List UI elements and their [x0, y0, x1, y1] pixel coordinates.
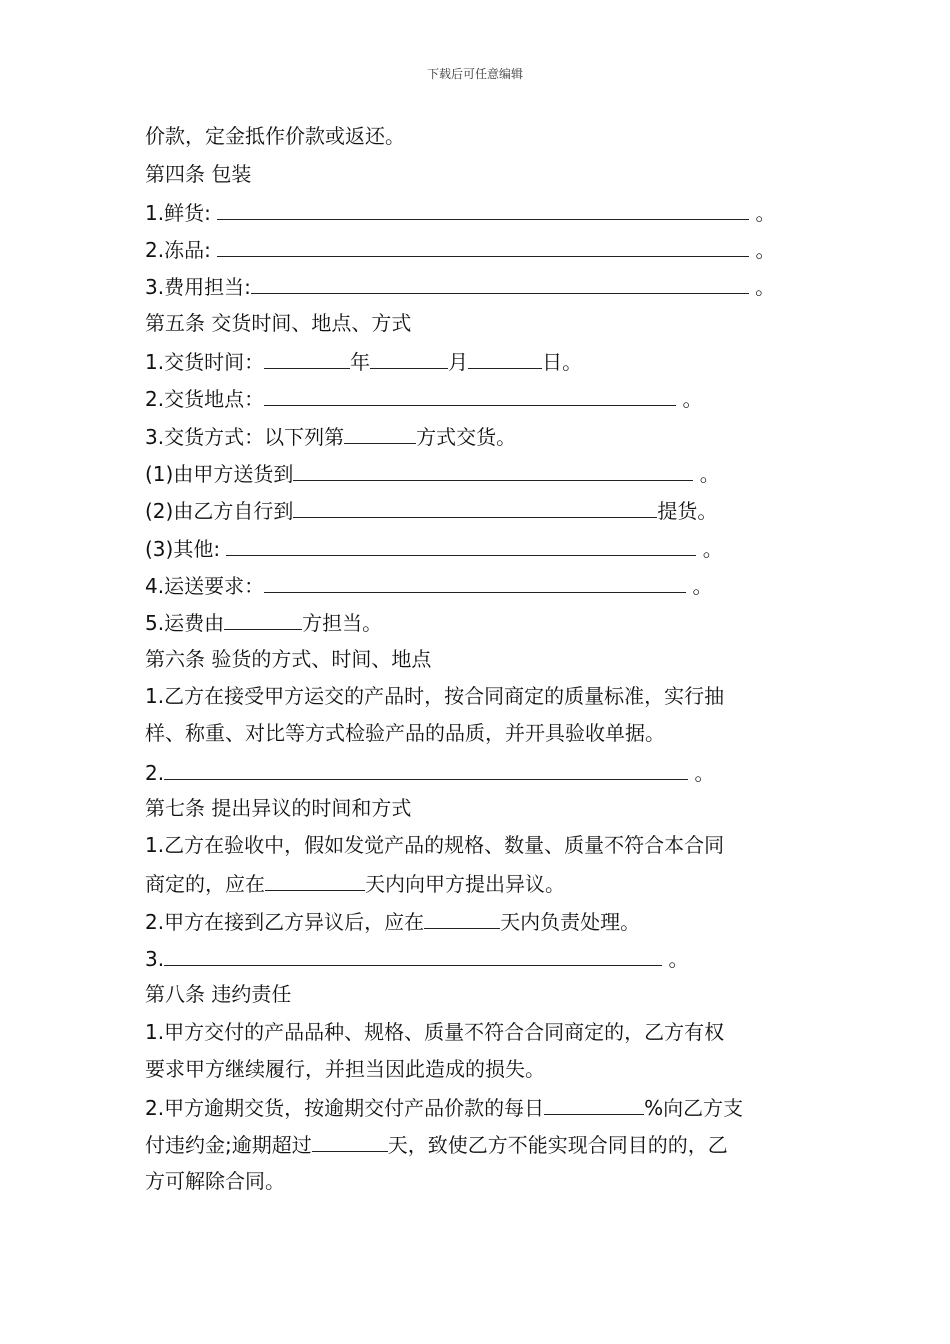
text-line [145, 1092, 743, 1122]
text-line [145, 197, 776, 227]
blank-underline [224, 607, 302, 630]
text-line [145, 719, 665, 747]
blank-underline [217, 197, 749, 220]
text-line [145, 682, 724, 710]
blank-underline [344, 421, 416, 444]
text-run: 方担当。 [302, 611, 383, 635]
text-run: 价款，定金抵作价款或返还。 [145, 124, 405, 148]
text-run: 4.运送要求： [145, 574, 265, 598]
text-run: 2.交货地点： [145, 387, 265, 411]
blank-underline [424, 906, 500, 929]
text-run: 1.乙方在验收中，假如发觉产品的规格、数量、质量不符合本合同 [145, 833, 725, 857]
text-line [145, 943, 688, 973]
blank-underline [264, 346, 350, 369]
text-run: (3)其他: [145, 537, 227, 561]
text-line [145, 906, 640, 936]
blank-underline [370, 346, 448, 369]
text-run: 提货。 [657, 499, 718, 523]
text-run: 2.甲方在接到乙方异议后，应在 [145, 910, 425, 934]
text-run: 。 [693, 462, 720, 486]
text-run: 日。 [542, 350, 583, 374]
text-line [145, 868, 565, 898]
text-run: 3.交货方式：以下列第 [145, 425, 345, 449]
text-run: 。 [749, 201, 776, 225]
text-run: 3. [145, 947, 165, 971]
text-line [145, 346, 582, 376]
blank-underline [251, 271, 749, 294]
text-line [145, 495, 717, 525]
text-line [145, 645, 431, 673]
blank-underline [293, 495, 657, 518]
text-line [145, 1129, 728, 1159]
text-run: 1.甲方交付的产品品种、规格、质量不符合合同商定的，乙方有权 [145, 1020, 725, 1044]
text-run: 商定的，应在 [145, 872, 265, 896]
text-run: 1.乙方在接受甲方运交的产品时，按合同商定的质量标准，实行抽 [145, 684, 725, 708]
text-run: (2)由乙方自行到 [145, 499, 294, 523]
blank-underline [468, 346, 542, 369]
text-run: 第四条 包装 [145, 162, 252, 186]
text-line [145, 421, 516, 451]
text-run: 2. [145, 761, 165, 785]
blank-underline [265, 868, 365, 891]
blank-underline [164, 757, 688, 780]
text-run: 月 [448, 350, 469, 374]
text-line [145, 234, 776, 264]
text-run: 天内向甲方提出异议。 [365, 872, 565, 896]
text-line [145, 831, 724, 859]
text-line [145, 1018, 724, 1046]
text-run: 1.交货时间： [145, 350, 265, 374]
text-line [145, 383, 702, 413]
text-run: 。 [662, 947, 689, 971]
text-line [145, 757, 714, 787]
text-run: 第五条 交货时间、地点、方式 [145, 311, 412, 335]
text-run: 。 [688, 761, 715, 785]
text-run: 第八条 违约责任 [145, 982, 292, 1006]
text-line [145, 160, 251, 188]
blank-underline [217, 234, 749, 257]
text-run: 2.甲方逾期交货，按逾期交付产品价款的每日 [145, 1096, 545, 1120]
blank-underline [164, 943, 662, 966]
text-run: 。 [696, 537, 723, 561]
text-run: 。 [749, 238, 776, 262]
text-run: 要求甲方继续履行，并担当因此造成的损失。 [145, 1057, 545, 1081]
blank-underline [293, 458, 693, 481]
blank-underline [264, 570, 686, 593]
text-line [145, 271, 775, 301]
text-line [145, 570, 712, 600]
text-run: 。 [748, 275, 776, 299]
text-line [145, 458, 720, 488]
blank-underline [544, 1092, 644, 1115]
text-run: 5.运费由 [145, 611, 225, 635]
blank-underline [312, 1129, 388, 1152]
text-run: 天内负责处理。 [500, 910, 641, 934]
text-run: 付违约金;逾期超过 [145, 1133, 312, 1157]
text-line [145, 980, 291, 1008]
text-run: 方式交货。 [416, 425, 517, 449]
text-run: 样、称重、对比等方式检验产品的品质，并开具验收单据。 [145, 721, 665, 745]
text-line [145, 794, 411, 822]
text-line [145, 1167, 285, 1195]
text-run: 天，致使乙方不能实现合同目的的，乙 [387, 1133, 728, 1157]
text-run: 第七条 提出异议的时间和方式 [145, 796, 412, 820]
text-run: (1)由甲方送货到 [145, 462, 294, 486]
blank-underline [264, 383, 676, 406]
text-line [145, 122, 405, 150]
text-run: 1.鲜货: [145, 201, 218, 225]
text-line [145, 533, 723, 563]
text-run: 3.费用担当: [145, 275, 251, 299]
text-run: 2.冻品: [145, 238, 218, 262]
text-run: 。 [676, 387, 703, 411]
text-run: 第六条 验货的方式、时间、地点 [145, 647, 432, 671]
text-line [145, 1055, 545, 1083]
page-header: 下载后可任意编辑 [426, 67, 523, 81]
text-run: 。 [686, 574, 713, 598]
text-run: 方可解除合同。 [145, 1169, 285, 1193]
text-line [145, 309, 411, 337]
text-line [145, 607, 382, 637]
text-run: %向乙方支 [644, 1096, 744, 1120]
text-run: 年 [350, 350, 371, 374]
blank-underline [226, 533, 696, 556]
